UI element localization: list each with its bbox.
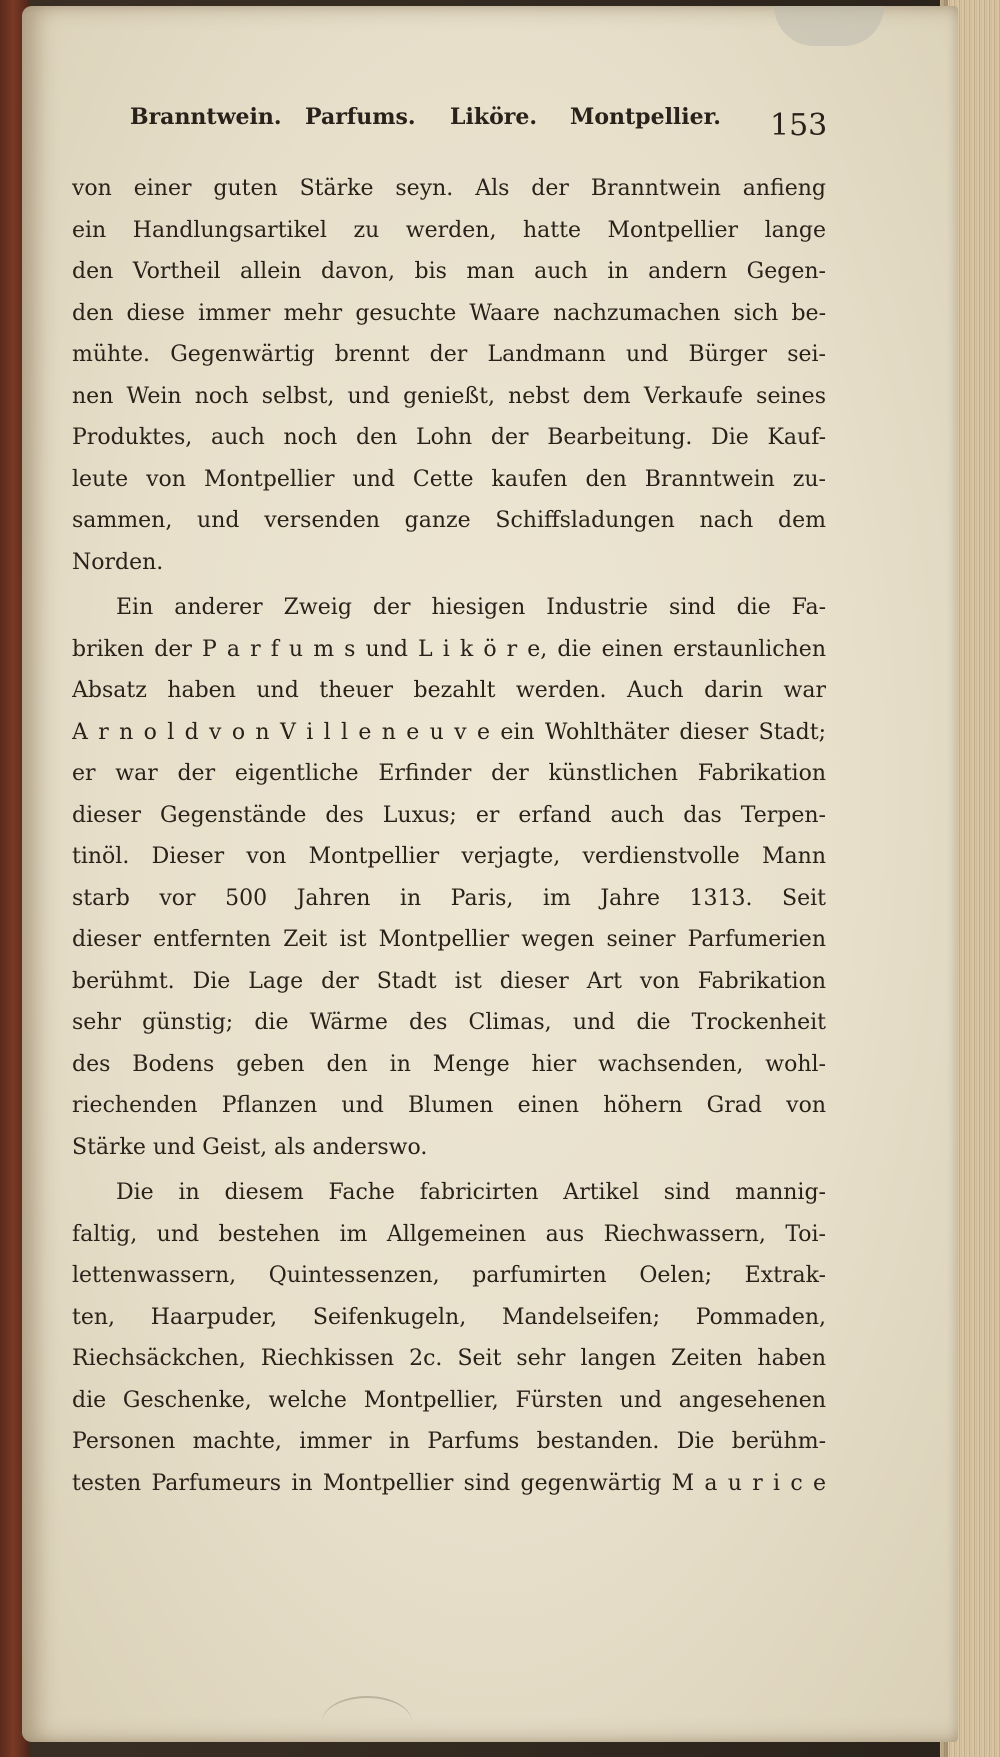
text-line: A r n o l d v o n V i l l e n e u v e ein Wohlthäter dieser Stadt; (72, 719, 826, 745)
running-head-item: Liköre. (450, 104, 537, 130)
text-line: lettenwassern, Quintessenzen, parfumirten Oelen; Extrak- (72, 1263, 826, 1288)
text-line: des Bodens geben den in Menge hier wachsenden, wohl- (72, 1051, 826, 1077)
paper-stain-top (774, 6, 884, 46)
text-line: starb vor 500 Jahren in Paris, im Jahre 1313. Seit (72, 885, 826, 911)
text-line: dieser entfernten Zeit ist Montpellier wegen seiner Parfumerien (72, 927, 826, 952)
text-line: Ein anderer Zweig der hiesigen Industrie sind die Fa- (116, 595, 826, 620)
text-line: den Vortheil allein davon, bis man auch in andern Gegen- (72, 259, 826, 284)
text-line: er war der eigentliche Erfinder der künstlichen Fabrikation (72, 761, 826, 786)
running-head-item: Montpellier. (570, 104, 721, 130)
text-line: Absatz haben und theuer bezahlt werden. Auch darin war (72, 678, 826, 703)
running-head-item: Branntwein. (130, 104, 282, 130)
text-line: von einer guten Stärke seyn. Als der Branntwein anfieng (72, 176, 826, 201)
text-line: den diese immer mehr gesuchte Waare nachzumachen sich be- (72, 300, 826, 326)
text-line: faltig, und bestehen im Allgemeinen aus Riechwassern, Toi- (72, 1221, 826, 1247)
text-line: Riechsäckchen, Riechkissen 2c. Seit sehr langen Zeiten haben (72, 1346, 826, 1371)
body-text (72, 168, 826, 1504)
text-line: ten, Haarpuder, Seifenkugeln, Mandelseifen; Pommaden, (72, 1304, 826, 1330)
text-line: Norden. (72, 549, 164, 575)
text-line: Die in diesem Fache fabricirten Artikel sind mannig- (116, 1180, 826, 1205)
text-line: tinöl. Dieser von Montpellier verjagte, verdienstvolle Mann (72, 844, 826, 869)
text-line: briken der P a r f u m s und L i k ö r e, die einen erstaunlichen (72, 636, 826, 662)
text-line: sammen, und versenden ganze Schiffsladungen nach dem (72, 508, 826, 533)
text-line: Personen machte, immer in Parfums bestanden. Die berühm- (72, 1429, 826, 1454)
text-line: ein Handlungsartikel zu werden, hatte Montpellier lange (72, 217, 826, 243)
running-head (130, 104, 830, 144)
paper-stain-bottom (322, 1696, 412, 1748)
text-line: Stärke und Geist, als anderswo. (72, 1134, 428, 1160)
text-line: leute von Montpellier und Cette kaufen den Branntwein zu- (72, 466, 826, 492)
text-line: die Geschenke, welche Montpellier, Fürsten und angesehenen (72, 1387, 826, 1413)
text-line: sehr günstig; die Wärme des Climas, und die Trockenheit (72, 1010, 826, 1035)
text-line: Produktes, auch noch den Lohn der Bearbeitung. Die Kauf- (72, 425, 826, 450)
running-head-item: Parfums. (305, 104, 416, 130)
text-line: mühte. Gegenwärtig brennt der Landmann und Bürger sei- (72, 342, 826, 367)
text-line: testen Parfumeurs in Montpellier sind gegenwärtig M a u r i c e (72, 1470, 826, 1496)
text-line: riechenden Pflanzen und Blumen einen höhern Grad von (72, 1093, 826, 1118)
page-number: 153 (770, 108, 828, 143)
text-line: dieser Gegenstände des Luxus; er erfand auch das Terpen- (72, 802, 826, 828)
text-line: nen Wein noch selbst, und genießt, nebst dem Verkaufe seines (72, 383, 826, 409)
text-line: berühmt. Die Lage der Stadt ist dieser Art von Fabrikation (72, 968, 826, 994)
